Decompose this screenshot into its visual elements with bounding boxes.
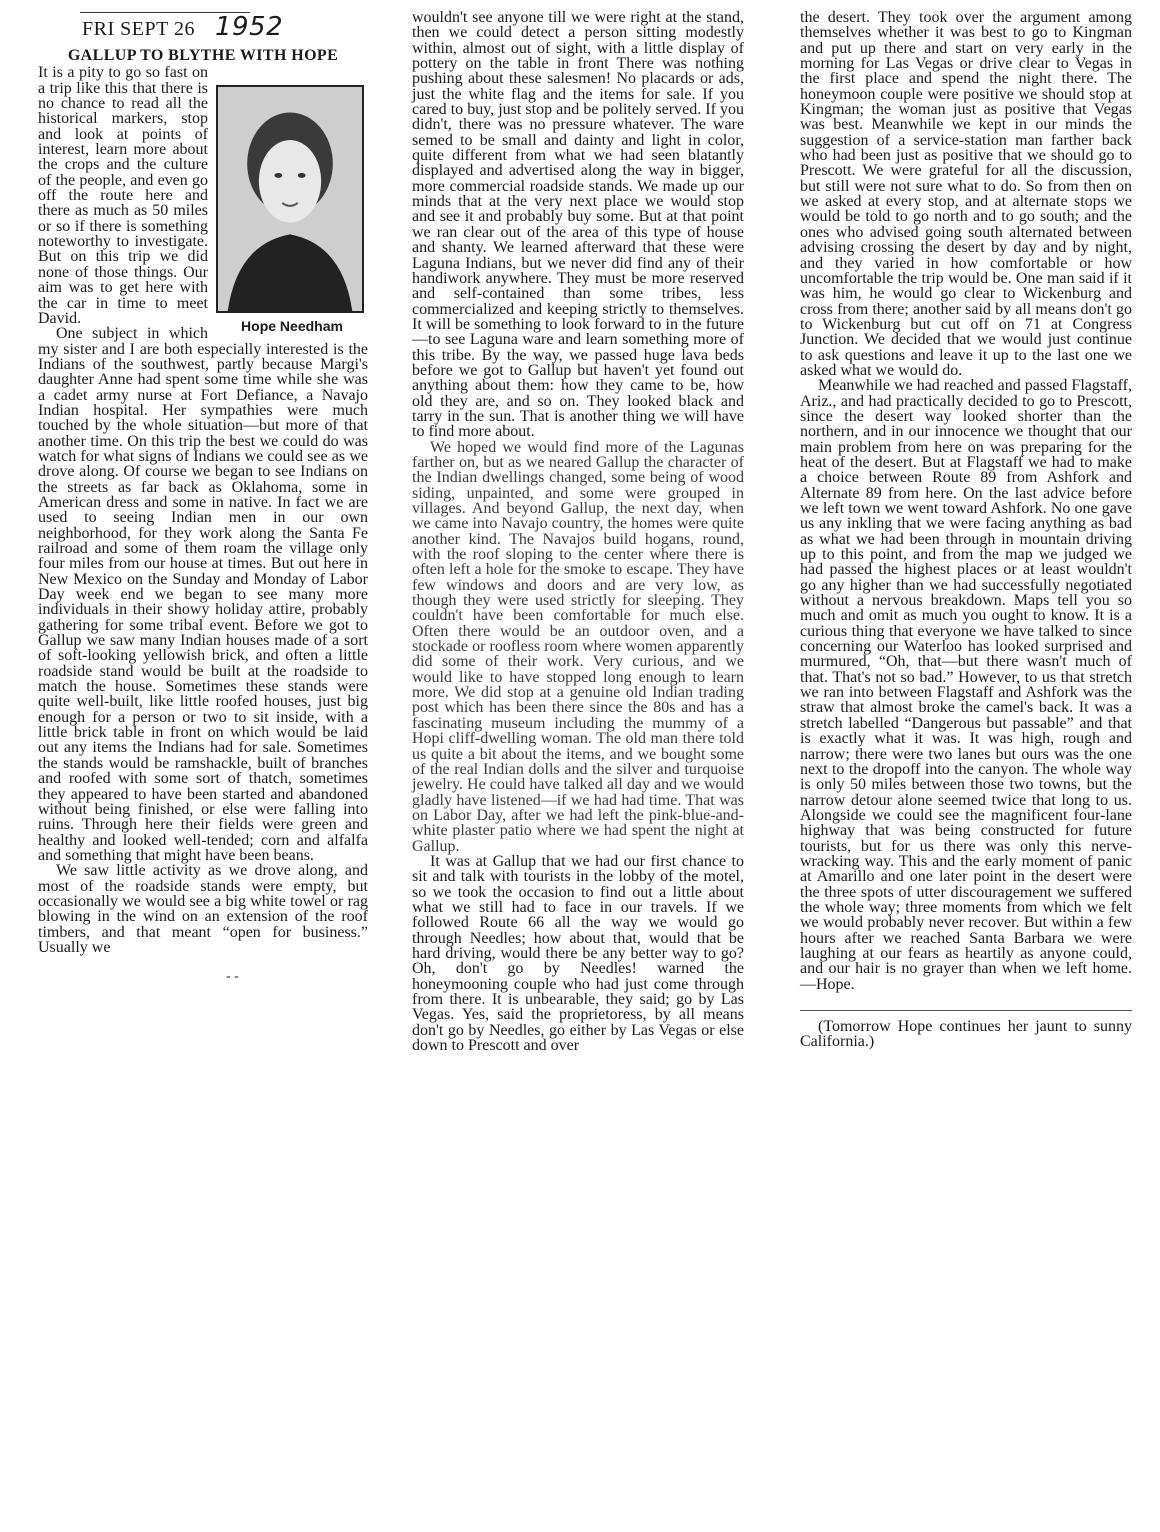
end-mark: - - [226,969,239,985]
headline: GALLUP TO BLYTHE WITH HOPE [67,47,339,64]
divider [800,1010,1132,1011]
column-1 [38,36,368,985]
author-photo-block [216,85,368,334]
paragraph: Meanwhile we had reached and passed Flagstaff, Ariz., and had practically decided to go to Prescott, since the desert way looked shorter than the northern, and in our innocence we thought that our main problem from here on was preparing for the heat of the desert. But at Flagstaff we had to make a choice between Route 89 from Ashfork and Alternate 89 from here. On the last advice before we left town we went toward Ashfork. No one gave us any inkling that we were facing anything as bad as what we had been through in mountain driving up to this point, and from the map we judged we had passed the highest places or at least wouldn't go any higher than we had successfully negotiated without a nervous breakdown. Maps tell you so much and omit as much you ought to know. It is a curious thing that everyone we have talked to since concerning our Waterloo has looked surprised and murmured, “Oh, that—but there wasn't much of that. That's not so bad.” However, to us that stretch we ran into between Flagstaff and Ashfork was the straw that almost broke the camel's back. It was a stretch labelled “Dangerous but passable” and that is exactly what it was. It was high, rough and narrow; there were two lanes but ours was the one next to the dropoff into the canyon. The whole way is only 50 miles between those two towns, but the narrow detour alone seemed twice that long to us. Alongside we could see the magnificent four-lane highway that was being constructed for future tourists, but for us there was only this nerve-wracking way. This and the early moment of panic at Amarillo and one later point in the desert were the three spots of utter discouragement we suffered the whole way; three moments from which we felt we would probably never recover. But within a few hours after we reached Santa Barbara we were laughing at our fears as heartily as anyone could, and our hair is no grayer than when we left home.—Hope. [800,377,1132,993]
paragraph-text: It is a pity to go so fast on a trip like this that there is no chance to read all the historical markers, stop and look at points of interest, learn more about the crops and the culture of the people, and even go off the route here and there as much as 50 miles or so if there is something noteworthy to investigate. But on this trip we did none of those things. Our aim was to get here with the car in time to meet David. [38,64,208,327]
paragraph: We saw little activity as we drove along, and most of the roadside stands were empty, but occasionally we would see a big white towel or rag blowing in the wind on an extension of the roof timbers, and that meant “open for business.” Usually we [38,862,368,956]
paragraph: wouldn't see anyone till we were right at the stand, then we could detect a person sitting modestly within, almost out of sight, with a little display of pottery on the table in front There was nothing pushing about these salesmen! No placards or ads, just the white flag and the items for sale. If you cared to buy, just stop and be politely served. If you didn't, there was no pressure whatever. The ware semed to be small and dainty and light in color, quite different from what we had seen blatantly displayed and advertised along the way in bigger, more commercial roadside stands. We made up our minds that at the very next place we would stop and see it and probably buy some. But at that point we ran clear out of the area of this type of house and shanty. We learned afterward that these were Laguna Indians, but we never did find any of their handiwork anywhere. They must be more reserved and self-contained than some tribes, less commercialized and keeping strictly to themselves. It will be something to look forward to in the future—to see Laguna ware and learn something more of this tribe. By the way, we passed huge lava beds before we got to Gallup but haven't yet found out anything about them: how they came to be, how old they are, and so on. They looked black and tarry in the sun. That is another thing we will have to find more about. [412,9,744,441]
paragraph: It was at Gallup that we had our first chance to sit and talk with tourists in the lobby of the motel, so we took the occasion to find out a little about what we still had to face in our travels. If we followed Route 66 all the way we would go through Needles; how about that, would that be hard driving, would there be any better way to go? Oh, don't go by Needles! warned the honeymooning couple who had just come through from there. It is unbearable, they said; go by Las Vegas. Yes, said the proprietoress, by all means don't go by Needles, go either by Las Vegas or else down to Prescott and over [412,852,744,1055]
paragraph [38,64,368,335]
paragraph: We hoped we would find more of the Lagunas farther on, but as we neared Gallup the character of the Indian dwellings changed, some being of wood siding, unpainted, and some were grouped in villages. And beyond Gallup, the next day, when we came into Navajo country, the homes were quite another kind. The Navajos build hogans, round, with the roof sloping to the center where there is often left a hole for the smoke to escape. They have few windows and doors and are very low, as though they were used strictly for sleeping. They couldn't have been comfortable for much else. Often there would be an outdoor oven, and a stockade or roofless room where women apparently did some of their work. Very curious, and we would like to have stopped long enough to learn more. We did stop at a genuine old Indian trading post which has been there since the 80s and has a fascinating museum including the mummy of a Hopi cliff-dwelling woman. The old man there told us quite a bit about the items, and we bought some of the real Indian dolls and the silver and turquoise jewelry. He could have talked all day and we would gladly have listened—if we had had time. That was on Labor Day, after we had left the pink-blue-and-white plaster patio where we had spent the night at Gallup. [412,438,744,855]
author-photo [216,85,364,313]
date-stamp: FRI SEPT 26 [82,18,195,40]
photo-caption: Hope Needham [241,318,343,335]
paragraph: the desert. They took over the argument among themselves whether it was best to go to Kingman and put up there and start on very early in the morning for Las Vegas or drive clear to Vegas in the first place and spend the night there. The honeymoon couple were positive we should stop at Kingman; the woman just as positive that Vegas was best. Meanwhile we kept in our minds the suggestion of a service-station man farther back who had been just as positive that we should go to Prescott. We were grateful for all the discussion, but still were not sure what to do. So from then on we asked at every stop, and at alternate stops we would be told to go north and to go south; and the ones who advised going south alternated between advising crossing the desert by day and by night, and they varied in how comfortable or how uncomfortable the trip would be. One man said if it was him, he would go clear to Wickenburg and cross from there; another said by all means don't go to Wickenburg but cut off on 71 at Congress Junction. We decided that we would just continue to ask questions and leave it up to the last one we asked what we would do. [800,9,1132,379]
column-2 [412,10,744,1053]
handwritten-year: 1952 [214,12,284,42]
paragraph: One subject in which my sister and I are both especially interested is the Indians of the southwest, partly because Margi's daughter Anne had spent some time while she was a cadet army nurse at Fort Defiance, a Navajo Indian hospital. Her sympathies were much touched by the whole situation—but more of that another time. On this trip the best we could do was watch for what signs of Indians we could see as we drove along. Of course we began to see Indians on the streets as far back as Oklahoma, some in American dress and some in native. In fact we are used to seeing Indian men in our own neighborhood, for they work along the Santa Fe railroad and some of them roam the village only four miles from our house at times. But out here in New Mexico on the Sunday and Monday of Labor Day week end we began to see many more individuals in their showy holiday attire, probably gathering for some tribal event. Before we got to Gallup we saw many Indian houses made of a sort of soft-looking yellowish brick, and often a little roadside stand would be built at the roadside to match the house. Sometimes these stands were quite well-built, like little roofed houses, just big enough for a person or two to sit inside, with a little brick table in front on which would be laid out any items the Indians had for sale. Sometimes the stands would be ramshackle, built of branches and roofed with some sort of thatch, sometimes they appeared to have been started and abandoned without being finished, or else were falling into ruins. Through here their fields were green and healthy and looked well-tended; corn and alfalfa and something that might have been beans. [38,325,368,864]
footer-note: (Tomorrow Hope continues her jaunt to sunny California.) [800,1018,1132,1051]
column-3 [800,10,1132,1050]
dateline-rule [80,12,250,13]
portrait-image [218,87,362,311]
